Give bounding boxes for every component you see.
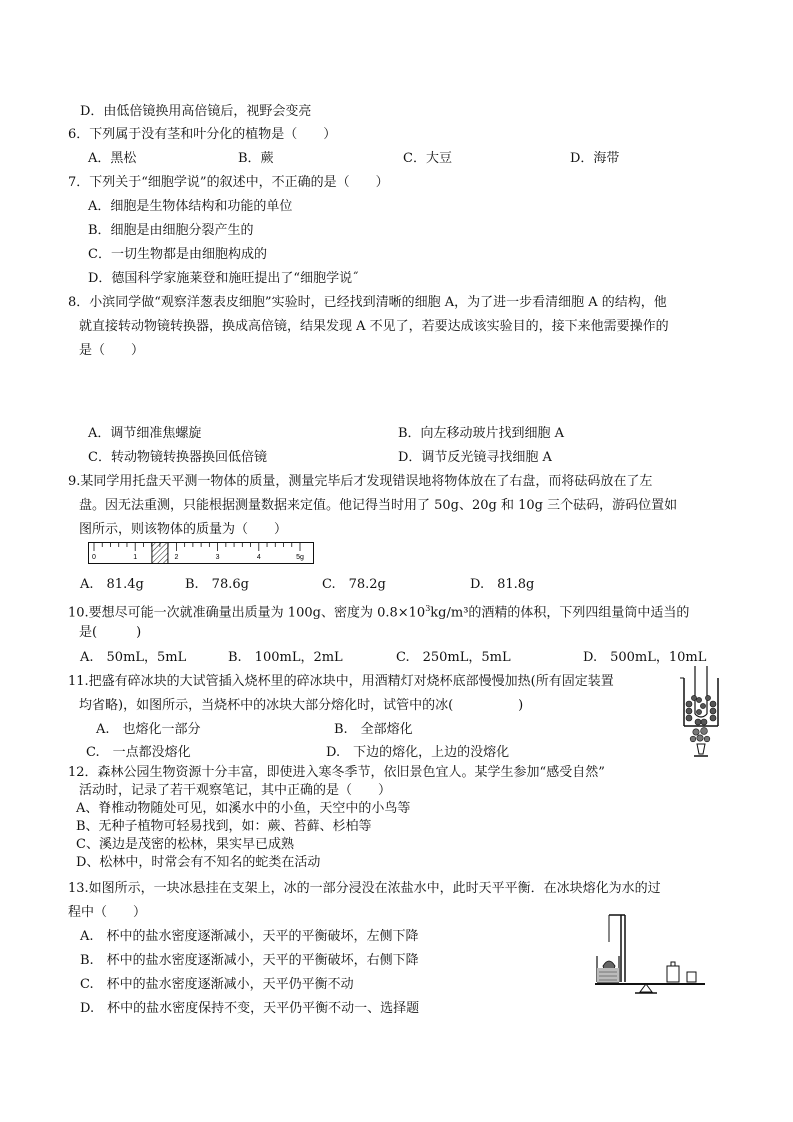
q11-option-c: C. 一点都没熔化 — [86, 745, 191, 760]
q7-option-d: D．德国科学家施莱登和施旺提出了“细胞学说˝ — [88, 271, 359, 286]
q8-option-a: A．调节细准焦螺旋 — [88, 426, 202, 441]
q8-option-c: C．转动物镜转换器换回低倍镜 — [88, 450, 267, 465]
q10-option-b: B. 100mL，2mL — [228, 650, 343, 665]
q8-line-2: 就直接转动物镜转换器，换成高倍镜，结果发现 A 不见了，若要达成该实验目的，接下来他需要操作的 — [79, 319, 669, 334]
q10-exponent: 3 — [425, 604, 431, 613]
q10-option-a: A. 50mL，5mL — [80, 650, 187, 665]
ruler-label: 2 — [174, 554, 179, 561]
q6-option-d: D．海带 — [570, 151, 620, 166]
q12-line-1: 12．森林公园生物资源十分丰富，即使进入寒冬季节，依旧景色宜人。某学生参加“感受自然” — [68, 765, 605, 780]
q13-option-d: D. 杯中的盐水密度保持不变，天平仍平衡不动一、选择题 — [80, 1001, 420, 1016]
q6-option-a: A．黑松 — [88, 151, 137, 166]
q13-option-c: C. 杯中的盐水密度逐渐减小，天平仍平衡不动 — [80, 977, 354, 992]
beaker-ice-figure — [676, 664, 726, 764]
ruler-label: 4 — [256, 554, 261, 561]
q10-line-2: 是( ) — [79, 625, 142, 640]
q9-line-1: 9.某同学用托盘天平测一物体的质量，测量完毕后才发现错误地将物体放在了右盘，而将砝码放在了左 — [68, 474, 653, 489]
q11-line-1: 11.把盛有碎冰块的大试管插入烧杯里的碎冰块中，用酒精灯对烧杯底部慢慢加热(所有固定装置 — [68, 674, 614, 689]
q8-option-b: B．向左移动玻片找到细胞 A — [398, 426, 565, 441]
q11-line-2: 均省略)，如图所示，当烧杯中的冰块大部分熔化时，试管中的冰( ) — [79, 698, 524, 713]
ruler-label: 5g — [296, 554, 304, 561]
q12-line-2: 活动时，记录了若干观察笔记，其中正确的是（ ） — [79, 783, 392, 798]
q10-option-d: D. 500mL，10mL — [583, 650, 707, 665]
q11-option-d: D. 下边的熔化，上边的没熔化 — [326, 745, 510, 760]
q13-option-b: B. 杯中的盐水密度逐渐减小，天平的平衡破坏，右侧下降 — [80, 953, 419, 968]
q13-line-2: 程中（ ） — [68, 905, 147, 920]
q8-line-3: 是（ ） — [79, 343, 145, 358]
q7-option-b: B．细胞是由细胞分裂产生的 — [88, 223, 254, 238]
q11-option-b: B. 全部熔化 — [334, 722, 413, 737]
balance-rider-scale — [88, 542, 314, 564]
q8-option-d: D．调节反光镜寻找细胞 A — [398, 450, 552, 465]
q12-option-b: B、无种子植物可轻易找到，如：蕨、苔藓、杉柏等 — [76, 819, 372, 834]
q9-option-b: B. 78.6g — [185, 577, 249, 592]
q12-option-d: D、松林中，时常会有不知名的蛇类在活动 — [76, 855, 321, 870]
q9-line-3: 图所示，则该物体的质量为（ ） — [79, 522, 288, 537]
q12-option-a: A、脊椎动物随处可见，如溪水中的小鱼，天空中的小鸟等 — [76, 801, 411, 816]
q13-line-1: 13.如图所示，一块冰悬挂在支架上，冰的一部分浸没在浓盐水中，此时天平平衡．在冰块熔化为水的过 — [68, 881, 661, 896]
q6-stem: 6．下列属于没有茎和叶分化的植物是（ ） — [68, 127, 337, 142]
q9-option-a: A. 81.4g — [80, 577, 144, 592]
q7-option-c: C．一切生物都是由细胞构成的 — [88, 247, 267, 262]
q10-line-1 — [68, 600, 689, 622]
q9-option-d: D. 81.8g — [470, 577, 535, 592]
balance-ice-figure — [595, 912, 710, 1004]
q9-line-2: 盘。因无法重测，只能根据测量数据来定值。他记得当时用了 50g、20g 和 10g 三个砝码，游码位置如 — [79, 498, 678, 513]
ruler-label: 3 — [215, 554, 220, 561]
rider-weight — [152, 543, 168, 564]
ruler-label: 0 — [92, 554, 96, 561]
ruler-label: 1 — [133, 554, 138, 561]
q12-option-c: C、溪边是茂密的松林，果实早已成熟 — [76, 837, 294, 852]
q7-option-a: A．细胞是生物体结构和功能的单位 — [88, 199, 293, 214]
q11-option-a: A. 也熔化一部分 — [96, 722, 201, 737]
q13-option-a: A. 杯中的盐水密度逐渐减小，天平的平衡破坏，左侧下降 — [80, 929, 419, 944]
q8-line-1: 8．小滨同学做“观察洋葱表皮细胞”实验时，已经找到清晰的细胞 A，为了进一步看清细胞 A 的结构，他 — [68, 295, 667, 310]
q10-line-1-post: kg/m³的酒精的体积，下列四组量筒中适当的 — [430, 605, 690, 621]
q10-line-1-pre: 10.要想尽可能一次就准确量出质量为 100g、密度为 0.8×10 — [68, 605, 426, 621]
q5-option-d: D．由低倍镜换用高倍镜后，视野会变亮 — [80, 104, 312, 119]
q9-option-c: C. 78.2g — [322, 577, 386, 592]
q10-option-c: C. 250mL，5mL — [396, 650, 511, 665]
q6-option-b: B．蕨 — [238, 151, 274, 166]
q7-stem: 7．下列关于“细胞学说”的叙述中，不正确的是（ ） — [68, 175, 389, 190]
q6-option-c: C．大豆 — [403, 151, 452, 166]
